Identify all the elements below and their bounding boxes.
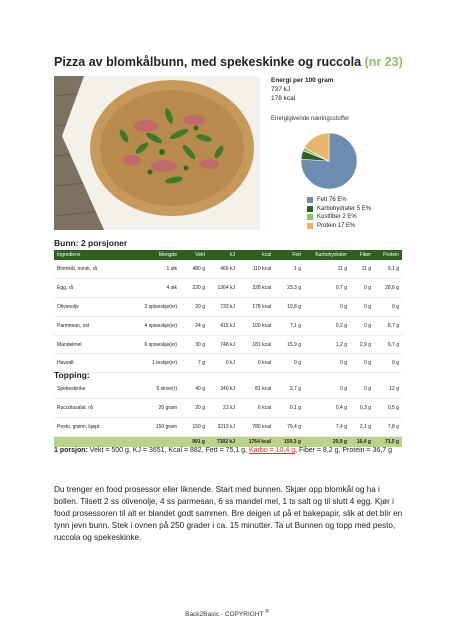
table-cell: 7,4 g xyxy=(304,418,350,437)
recipe-title-text: Pizza av blomkålbunn, med spekeskinke og ruccola xyxy=(54,55,362,69)
table-row xyxy=(54,399,402,418)
table-cell: 0,7 g xyxy=(304,279,350,298)
bunn-heading: Bunn: 2 porsjoner xyxy=(54,238,128,248)
table-cell: 0 g xyxy=(374,354,402,373)
table-cell: Havsalt xyxy=(54,354,128,373)
table-cell: 0 g xyxy=(350,279,374,298)
table-row xyxy=(54,316,402,335)
energy-info xyxy=(271,76,334,103)
table-cell: 466 kJ xyxy=(208,260,238,279)
topping-heading: Topping: xyxy=(54,370,90,380)
recipe-description: Du trenger en food prosessor eller liknende. Start med bunnen. Skjær opp blomkål og ha i bollen. Tilsett 2 ss olivenolje, 4 ss parmesan, 6 ss mandel mel, 1 ts salt og til slutt 4 egg. Kjør i food prosessoren til alt er blandet godt sammen. Bre deigen ut på et bakepapir, slik at det blir en tynn jevn bunn. Stek i ovnen på 250 grader i ca. 15 minutter. Ta ut Bunnen og topp med pesto, ruccola og spekeskinke. xyxy=(54,485,403,542)
table-cell: 748 kJ xyxy=(208,335,238,354)
table-cell: 20 g xyxy=(180,298,208,317)
table-cell: 0 g xyxy=(350,380,374,399)
table-cell: 0 g xyxy=(374,298,402,317)
total-cell: 1764 kcal xyxy=(248,439,271,446)
table-cell: 181 kcal xyxy=(238,335,274,354)
total-cell: 991 g xyxy=(192,439,205,446)
table-cell: 2,1 g xyxy=(350,418,374,437)
table-cell: 733 kJ xyxy=(208,298,238,317)
energy-kj: 737 kJ xyxy=(271,86,291,93)
table-cell: 415 kJ xyxy=(208,316,238,335)
column-header: Karbohydrater xyxy=(315,252,347,258)
table-cell: 780 kcal xyxy=(238,418,274,437)
table-row xyxy=(54,418,402,437)
table-row xyxy=(54,279,402,298)
portion-values-1: Vekt = 500 g, KJ = 3651, Kcal = 882, Fett = 75,1 g, xyxy=(89,447,248,454)
column-header: Fiber xyxy=(359,252,371,258)
table-cell: 3,7 g xyxy=(274,380,304,399)
table-cell: 0 g xyxy=(350,316,374,335)
table-cell: 1 stk xyxy=(128,260,180,279)
table-row xyxy=(54,380,402,399)
column-header: Ingrediens xyxy=(57,252,81,258)
table-cell: 220 g xyxy=(180,279,208,298)
table-cell: 4 spiseskje(er) xyxy=(128,316,180,335)
legend-label: Kostfiber 2 E% xyxy=(317,214,357,221)
table-cell: 0,3 g xyxy=(350,399,374,418)
table-cell: 0 g xyxy=(350,354,374,373)
table-cell: 79,4 g xyxy=(274,418,304,437)
column-header: Fett xyxy=(292,252,301,258)
table-cell: 0 g xyxy=(304,354,350,373)
copyright-text: Back2Basic - COPYRIGHT xyxy=(185,611,264,619)
legend-item xyxy=(307,196,371,205)
table-cell: 150 gram xyxy=(128,418,180,437)
table-cell: 0,4 g xyxy=(304,399,350,418)
total-cell: 150,3 g xyxy=(284,439,301,446)
table-row xyxy=(54,298,402,317)
legend-swatch xyxy=(307,223,313,229)
table-cell: 1,2 g xyxy=(304,335,350,354)
energy-heading: Energi per 100 gram xyxy=(271,77,334,84)
pizza-photo xyxy=(54,76,260,230)
legend-item xyxy=(307,205,371,214)
table-cell: 0,1 g xyxy=(274,399,304,418)
nutrient-pie-chart xyxy=(301,133,357,189)
table-cell: 12 g xyxy=(374,380,402,399)
table-cell: 9,1 g xyxy=(374,260,402,279)
table-cell: 178 kcal xyxy=(238,298,274,317)
table-cell: 23 kJ xyxy=(208,399,238,418)
table-cell: 20 g xyxy=(180,399,208,418)
table-cell: 81 kcal xyxy=(238,380,274,399)
table-cell: 40 g xyxy=(180,380,208,399)
column-header: Protein xyxy=(383,252,399,258)
table-cell: 23,3 g xyxy=(274,279,304,298)
table-cell: 30 g xyxy=(180,335,208,354)
pie-legend xyxy=(307,196,371,230)
column-header: Vekt xyxy=(195,252,205,258)
table-row xyxy=(54,260,402,279)
table-cell: Pesto, grønn, kjøpt xyxy=(54,418,128,437)
recipe-number: (nr 23) xyxy=(364,55,403,69)
table-cell: 24 g xyxy=(180,316,208,335)
table-cell: 110 kcal xyxy=(238,260,274,279)
table-cell: 6,7 g xyxy=(374,335,402,354)
registered-mark: ® xyxy=(265,609,269,615)
table-cell: 0,5 g xyxy=(374,399,402,418)
table-cell: 6 spiseskje(er) xyxy=(128,335,180,354)
column-header: Mengde xyxy=(158,252,177,258)
total-cell: 16,4 g xyxy=(356,439,371,446)
table-cell: Olivenolje xyxy=(54,298,128,317)
total-cell: 20,9 g xyxy=(332,439,347,446)
column-header: kcal xyxy=(262,252,271,258)
table-header xyxy=(54,250,402,260)
table-cell: 20 gram xyxy=(128,399,180,418)
table-cell: 7 g xyxy=(180,354,208,373)
table-cell: 150 g xyxy=(180,418,208,437)
table-cell: Mandelmel xyxy=(54,335,128,354)
legend-label: Fett 76 E% xyxy=(317,197,347,203)
table-cell: Spekeskinke xyxy=(54,380,128,399)
table-cell: 0 kJ xyxy=(208,354,238,373)
column-header: kJ xyxy=(230,252,235,258)
legend-swatch xyxy=(307,214,313,220)
table-cell: 11 g xyxy=(350,260,374,279)
table-cell: Blomkål, norsk, rå xyxy=(54,260,128,279)
table-cell: 28,6 g xyxy=(374,279,402,298)
table-cell: 100 kcal xyxy=(238,316,274,335)
table-cell: 1 teskje(er) xyxy=(128,354,180,373)
legend-label: Protein 17 E% xyxy=(317,222,356,229)
pizza-illustration xyxy=(54,76,260,230)
table-cell: 15,9 g xyxy=(274,335,304,354)
table-cell: 0 g xyxy=(304,380,350,399)
table-cell: 7,1 g xyxy=(274,316,304,335)
table-cell: 8,7 g xyxy=(374,316,402,335)
legend-item xyxy=(307,213,371,222)
table-cell: 1364 kJ xyxy=(208,279,238,298)
table-cell: Ruccolasalat, rå xyxy=(54,399,128,418)
table-cell: 7,8 g xyxy=(374,418,402,437)
table-cell: Egg, rå xyxy=(54,279,128,298)
footer xyxy=(0,609,454,618)
total-cell: 73,5 g xyxy=(384,439,399,446)
legend-item xyxy=(307,222,371,231)
table-cell: 0,2 g xyxy=(304,316,350,335)
legend-label: Karbohydrater 5 E% xyxy=(317,205,372,212)
portion-carb: Karbo = 10,4 g xyxy=(248,447,296,454)
total-cell: 7302 kJ xyxy=(216,439,235,446)
table-cell: 0 g xyxy=(350,298,374,317)
table-cell: 2,9 g xyxy=(350,335,374,354)
table-cell: 328 kcal xyxy=(238,279,274,298)
energy-kcal: 178 kcal xyxy=(271,95,296,102)
table-cell: 3213 kJ xyxy=(208,418,238,437)
table-cell: 11 g xyxy=(304,260,350,279)
portion-values-2: , Fiber = 8,2 g, Protein = 36,7 g xyxy=(295,447,393,454)
table-cell: 2 spiseskje(er) xyxy=(128,298,180,317)
portion-label: 1 porsjon: xyxy=(54,447,88,454)
table-cell: 0 kcal xyxy=(238,354,274,373)
table-row xyxy=(54,335,402,354)
table-cell: 19,8 g xyxy=(274,298,304,317)
table-cell: 480 g xyxy=(180,260,208,279)
table-cell: Parmesan, ost xyxy=(54,316,128,335)
pie-chart-title: Energigivende næringsstoffer xyxy=(271,116,350,122)
legend-swatch xyxy=(307,206,313,212)
table-cell: 1 g xyxy=(274,260,304,279)
topping-ingredients-table xyxy=(54,380,402,447)
table-cell: 6 kcal xyxy=(238,399,274,418)
legend-swatch xyxy=(307,197,313,203)
table-cell: 4 stk xyxy=(128,279,180,298)
table-cell: 340 kJ xyxy=(208,380,238,399)
table-cell: 0 g xyxy=(304,298,350,317)
table-row xyxy=(54,354,402,373)
bunn-ingredients-table xyxy=(54,250,402,373)
portion-summary xyxy=(54,446,404,456)
recipe-title xyxy=(54,55,403,69)
table-cell: 0 g xyxy=(274,354,304,373)
table-cell: 5 skive(r) xyxy=(128,380,180,399)
